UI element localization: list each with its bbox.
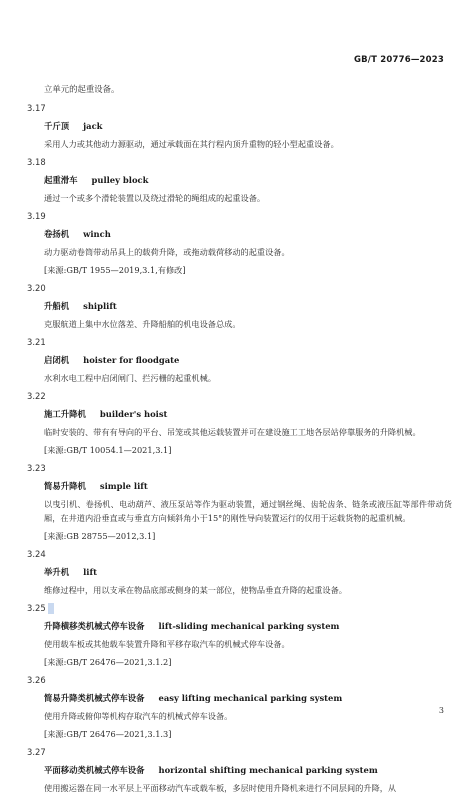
term-number: 3.26 xyxy=(27,675,46,685)
term-english: jack xyxy=(83,121,103,131)
term-heading xyxy=(44,565,452,579)
document-body xyxy=(27,82,452,799)
term-definition: 采用人力或其他动力源驱动，通过承载面在其行程内顶升重物的轻小型起重设备。 xyxy=(44,139,339,149)
term-entry xyxy=(27,673,452,741)
term-chinese: 简易升降类机械式停车设备 xyxy=(44,693,145,703)
term-number: 3.27 xyxy=(27,747,46,757)
term-entry xyxy=(27,547,452,597)
term-heading xyxy=(44,691,452,705)
term-heading xyxy=(44,173,452,187)
term-source: [来源:GB 28755—2012,3.1] xyxy=(44,531,156,541)
term-chinese: 简易升降机 xyxy=(44,481,86,491)
term-chinese: 升船机 xyxy=(44,301,70,311)
text-cursor-highlight xyxy=(48,603,54,614)
term-english: lift-sliding mechanical parking system xyxy=(158,621,340,631)
term-entry xyxy=(27,461,452,543)
term-number: 3.19 xyxy=(27,211,46,221)
term-definition: 克服航道上集中水位落差、升降船舶的机电设备总成。 xyxy=(44,319,241,329)
term-chinese: 千斤顶 xyxy=(44,121,70,131)
term-number: 3.25 xyxy=(27,601,452,615)
term-number: 3.24 xyxy=(27,549,46,559)
term-definition: 动力驱动卷筒带动吊具上的载荷升降，或拖动载荷移动的起重设备。 xyxy=(44,247,290,257)
term-entry xyxy=(27,389,452,457)
term-heading xyxy=(44,763,452,777)
term-english: horizontal shifting mechanical parking system xyxy=(158,765,378,775)
term-chinese: 起重滑车 xyxy=(44,175,78,185)
term-heading xyxy=(44,353,452,367)
term-chinese: 平面移动类机械式停车设备 xyxy=(44,765,145,775)
continuation-text: 立单元的起重设备。 xyxy=(44,84,120,94)
term-heading xyxy=(44,227,452,241)
term-definition: 临时安装的、带有有导向的平台、吊笼或其他运载装置并可在建设施工工地各层站停靠服务的升降机械。 xyxy=(44,427,421,437)
term-definition: 通过一个或多个滑轮装置以及绕过滑轮的绳组成的起重设备。 xyxy=(44,193,266,203)
term-number: 3.21 xyxy=(27,337,46,347)
term-english: shiplift xyxy=(83,301,117,311)
term-entry xyxy=(27,601,452,669)
term-definition: 使用载车板或其他载车装置升降和平移存取汽车的机械式停车设备。 xyxy=(44,639,290,649)
term-number: 3.17 xyxy=(27,103,46,113)
term-chinese: 卷扬机 xyxy=(44,229,70,239)
term-number: 3.22 xyxy=(27,391,46,401)
term-number: 3.23 xyxy=(27,463,46,473)
term-entry xyxy=(27,745,452,795)
term-english: easy lifting mechanical parking system xyxy=(158,693,343,703)
term-heading xyxy=(44,119,452,133)
term-entry xyxy=(27,155,452,205)
term-english: lift xyxy=(83,567,97,577)
term-definition: 水利水电工程中启闭闸门、拦污栅的起重机械。 xyxy=(44,373,216,383)
term-definition: 使用升降或俯仰等机构存取汽车的机械式停车设备。 xyxy=(44,711,233,721)
term-source: [来源:GB/T 1955—2019,3.1,有修改] xyxy=(44,265,186,275)
term-english: winch xyxy=(83,229,111,239)
term-source: [来源:GB/T 26476—2021,3.1.3] xyxy=(44,729,172,739)
term-definition: 维修过程中，用以支承在物品底部或侧身的某一部位，使物品垂直升降的起重设备。 xyxy=(44,585,347,595)
term-heading xyxy=(44,479,452,493)
term-english: simple lift xyxy=(99,481,148,491)
page-number: 3 xyxy=(438,706,444,715)
term-source: [来源:GB/T 26476—2021,3.1.2] xyxy=(44,657,172,667)
term-heading xyxy=(44,299,452,313)
term-definition: 以曳引机、卷扬机、电动葫芦、液压泵站等作为驱动装置，通过钢丝绳、齿轮齿条、链条或液压缸等部件带动货厢，在井道内沿垂直或与垂直方向倾斜角小于15°的刚性导向装置运行的仅用于运载货物的起重机械。 xyxy=(44,499,452,523)
term-english: builder's hoist xyxy=(99,409,168,419)
term-entry xyxy=(27,209,452,277)
term-definition: 使用搬运器在同一水平层上平面移动汽车或载车板，多层时使用升降机来进行不同层间的升降，从 xyxy=(44,783,397,793)
term-chinese: 举升机 xyxy=(44,567,70,577)
term-english: pulley block xyxy=(91,175,149,185)
term-heading xyxy=(44,619,452,633)
term-entries xyxy=(27,101,452,795)
term-heading xyxy=(44,407,452,421)
term-chinese: 启闭机 xyxy=(44,355,70,365)
standard-code: GB/T 20776—2023 xyxy=(353,55,444,65)
term-english: hoister for floodgate xyxy=(83,355,180,365)
term-entry xyxy=(27,101,452,151)
term-entry xyxy=(27,281,452,331)
term-chinese: 升降横移类机械式停车设备 xyxy=(44,621,145,631)
term-entry xyxy=(27,335,452,385)
term-number: 3.20 xyxy=(27,283,46,293)
term-chinese: 施工升降机 xyxy=(44,409,86,419)
term-number: 3.18 xyxy=(27,157,46,167)
term-source: [来源:GB/T 10054.1—2021,3.1] xyxy=(44,445,172,455)
